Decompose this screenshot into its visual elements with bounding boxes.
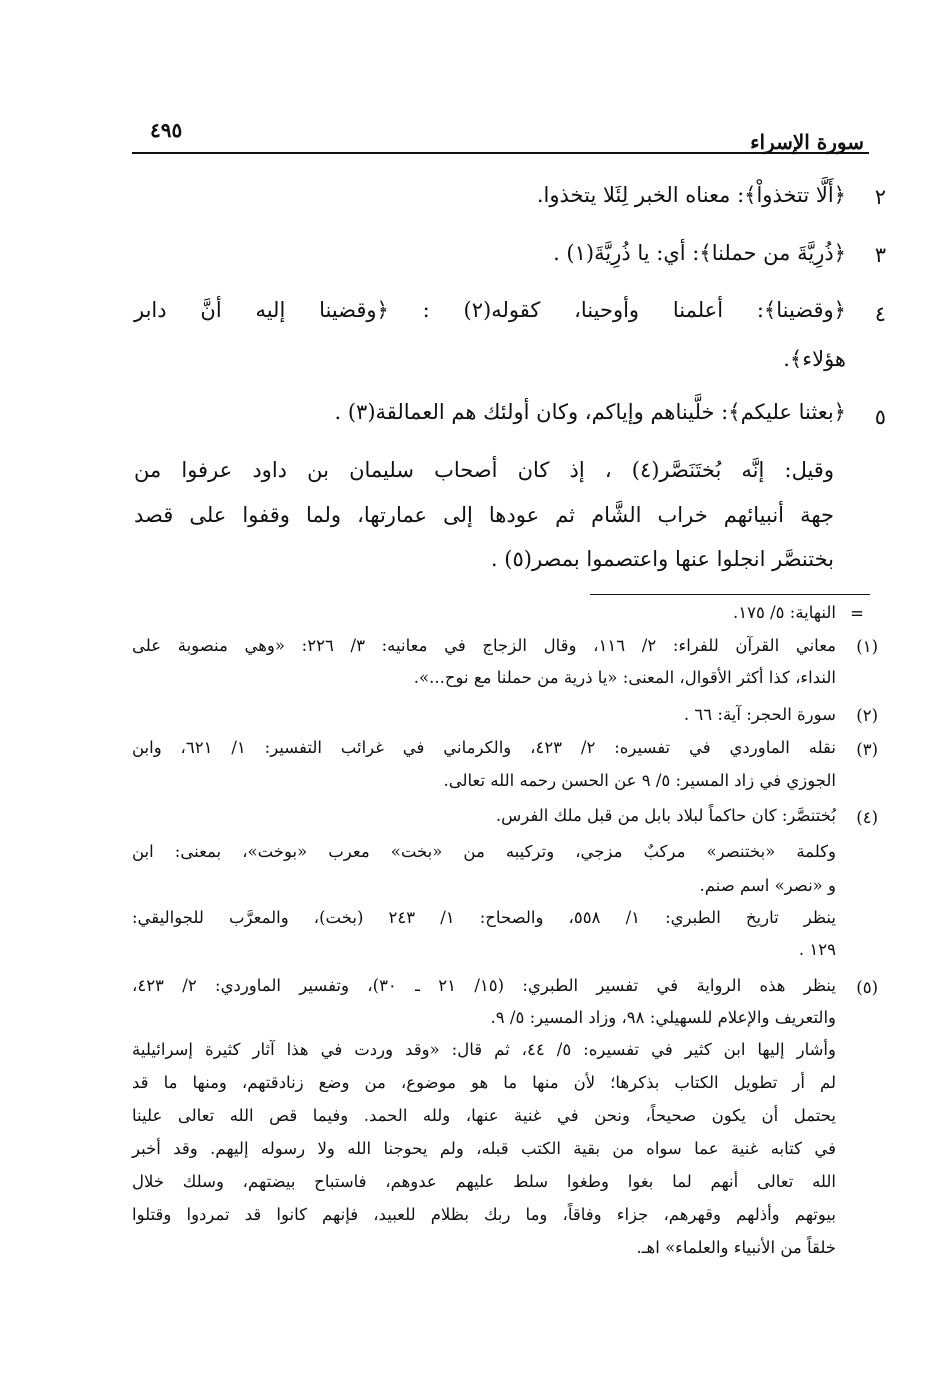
footnote-line: في كتابه غنية عما سواه من بقية الكتب قبله، ولم يحوجنا الله ولا رسوله إليهم. وقد أخبر [132, 1139, 836, 1158]
footnote-line: خلقاً من الأنبياء والعلماء» اهـ. [636, 1238, 836, 1257]
paragraph-line: بختنصَّر انجلوا عنها واعتصموا بمصر(٥) . [490, 547, 834, 571]
footnote-number: (١) [856, 637, 878, 656]
footnote-line: ينظر هذه الرواية في تفسير الطبري: (١٥/ ٢١ ـ ٣٠)، وتفسير الماوردي: ٢/ ٤٢٣، [132, 976, 837, 995]
verse-line: ﴿وقضينا﴾: أعلمنا وأوحينا، كقوله(٢) : ﴿وقضينا إليه أنَّ دابر [134, 298, 846, 322]
footnote-line: ١٢٩ . [798, 940, 836, 959]
footnote-line: النهاية: ٥/ ١٧٥. [733, 603, 836, 622]
footnote-separator [590, 594, 870, 595]
footnote-line: و «نصر» اسم صنم. [699, 876, 836, 895]
verse-line: ﴿ذُرِيَّةَ من حملنا﴾: أي: يا ذُرِيَّةَ(١) . [553, 241, 846, 265]
footnote-number: (٣) [856, 740, 878, 759]
verse-line: هؤلاء﴾. [783, 347, 846, 371]
running-title: سورة الإسراء [750, 130, 864, 154]
footnote-line: سورة الحجر: آية: ٦٦ . [683, 705, 836, 724]
footnote-line: النداء، كذا أكثر الأقوال، المعنى: «يا ذرية من حملنا مع نوح...». [413, 668, 836, 687]
footnote-line: ينظر تاريخ الطبري: ١/ ٥٥٨، والصحاح: ١/ ٢٤٣ (بخت)، والمعرَّب للجواليقي: [132, 908, 836, 927]
page-number: ٤٩٥ [150, 118, 183, 142]
footnote-line: نقله الماوردي في تفسيره: ٢/ ٤٢٣، والكرماني في غرائب التفسير: ١/ ٦٢١، وابن [132, 738, 836, 757]
footnote-line: والتعريف والإعلام للسهيلي: ٩٨، وزاد المسير: ٥/ ٩. [490, 1008, 836, 1027]
verse-number: ٥ [874, 405, 886, 429]
footnote-number: (٢) [856, 706, 878, 725]
footnote-line: يحتمل أن يكون صحيحاً، ونحن في غنية عنها، ولله الحمد. وفيما قص الله تعالى علينا [132, 1106, 836, 1125]
footnote-line: بيوتهم وأذلهم وقهرهم، جزاء وفاقاً، وما ربك بظلام للعبيد، فإنهم كانوا قد تمردوا وقتلوا [132, 1205, 836, 1224]
footnote-line: الله تعالى أنهم لما بغوا وطغوا سلط عليهم عدوهم، فاستباح بيضتهم، وسلك خلال [132, 1172, 836, 1191]
footnote-line: وأشار إليها ابن كثير في تفسيره: ٥/ ٤٤، ثم قال: «وقد وردت في هذا آثار كثيرة إسرائيلية [132, 1040, 836, 1059]
footnote-line: الجوزي في زاد المسير: ٥/ ٩ عن الحسن رحمه الله تعالى. [443, 771, 836, 790]
verse-number: ٢ [874, 185, 886, 209]
footnote-number: = [850, 604, 864, 623]
paragraph-line: جهة أنبيائهم خراب الشَّام ثم عودها إلى عمارتها، ولما وقفوا على قصد [134, 503, 834, 527]
footnote-line: معاني القرآن للفراء: ٢/ ١١٦، وقال الزجاج في معانيه: ٣/ ٢٢٦: «وهي منصوبة على [132, 636, 836, 655]
footnote-line: وكلمة «بختنصر» مركبٌ مزجي، وتركيبه من «بخت» معرب «بوخت»، بمعنى: ابن [132, 842, 836, 861]
verse-number: ٣ [874, 243, 886, 267]
verse-number: ٤ [874, 302, 886, 326]
header-rule [132, 152, 869, 154]
verse-line: ﴿بعثنا عليكم﴾: خلَّيناهم وإياكم، وكان أولئك هم العمالقة(٣) . [334, 400, 846, 424]
footnote-number: (٤) [856, 808, 878, 827]
verse-line: ﴿أَلَّا تتخذواْ﴾: معناه الخبر لِئَلا يتخذوا. [536, 183, 846, 207]
footnote-number: (٥) [856, 978, 878, 997]
paragraph-line: وقيل: إنَّه بُختَنَصَّر(٤) ، إذ كان أصحاب سليمان بن داود عرفوا من [134, 458, 834, 482]
footnote-line: بُختنصَّر: كان حاكماً لبلاد بابل من قبل ملك الفرس. [495, 806, 836, 825]
footnote-line: لم أر تطويل الكتاب بذكرها؛ لأن منها ما هو موضوع، من وضع زنادقتهم، ومنها ما قد [132, 1073, 836, 1092]
